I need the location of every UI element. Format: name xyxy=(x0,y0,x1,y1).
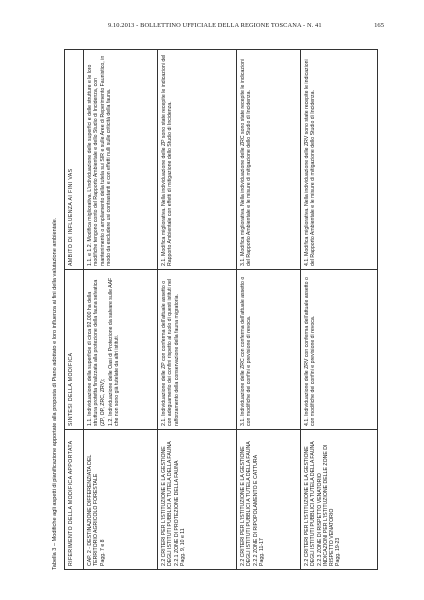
cell-sintesi xyxy=(301,270,378,430)
cell-sintesi xyxy=(237,270,301,430)
table-header-row xyxy=(65,50,84,570)
sintesi-item: 2.1. Individuazione delle ZP con conferma dell'attuale assetto o con adeguamento dei confini rispetto al ruolo di questi istituti nel rafforzamento della conservazione della fauna migratoria. xyxy=(161,278,180,426)
cell-sintesi xyxy=(158,270,237,430)
page-header xyxy=(0,22,424,36)
rotated-content xyxy=(52,50,382,570)
column-header-ambito: AMBITO DI INFLUENZA AI FINI VAS xyxy=(65,50,84,270)
sintesi-item: 1.2. Individuazione delle Oasi di Protezione da salvare sulle AAF che non sono già tutelate da altri istituti. xyxy=(107,277,121,426)
bulletin-title: 9.10.2013 - BOLLETTINO UFFICIALE DELLA REGIONE TOSCANA - N. 41 xyxy=(108,22,322,29)
sintesi-item: 1.1. Individuazione della superficie di circa 92.000 ha della struttura protetta finalizzata alla protezione della fauna selvatica (ZP, OP, ZRC, ZRV); xyxy=(87,279,106,426)
table-row xyxy=(158,50,237,570)
cell-riferimento: 2.2 CRITERI PER L'ISTITUZIONE E LA GESTIONE DEGLI ISTITUTI PUBBLICI A TUTELA DELLA FAUNA 2.2.1 ZONE DI PROTEZIONE DELLA FAUNA Pagg. 9, 10 e 11 xyxy=(158,430,237,570)
column-header-sintesi: SINTESI DELLA MODIFICA xyxy=(65,270,84,430)
cell-sintesi xyxy=(84,270,158,430)
modifications-table xyxy=(64,49,378,570)
table-row xyxy=(237,50,301,570)
cell-ambito: 3.1. Modifica migliorativa. Nella individuazione delle ZRC sono state recepite le indicazioni del Rapporto Ambientale e le misure di mitigazione dello Studio di Incidenza. xyxy=(237,50,301,270)
cell-ambito: 4.1. Modifica migliorativa. Nella individuazione delle ZRV sono state recepite le indicazioni del Rapporto Ambientale e le misure di mitigazione dello Studio di Incidenza. xyxy=(301,50,378,270)
table-caption: Tabella 3 – Modifiche agli aspetti di pianificazione apportate alla proposta di Piano adottato e loro influenza ai fini della valutazione ambientale. xyxy=(52,217,58,570)
sintesi-item: 3.1. Individuazione delle ZRC con conferma dell'attuale assetto o con modifiche dei confini e previsione di revoca. xyxy=(240,276,253,426)
column-header-riferimento: RIFERIMENTO DELLA MODIFICA APPORTATA xyxy=(65,430,84,570)
sintesi-item: 4.1. Individuazione delle ZRV con conferma dell'attuale assetto o con modifiche dei confini e previsione di revoca. xyxy=(304,277,317,426)
cell-ambito: 1.1. e 1.2. Modifica migliorativa. L'individuazione delle superfici e delle strutture e le loro modifiche tengono conto del Rapporto Ambientale e dello Studio di Incidenza, con mantenimento o ampliamento della tutela sui SIR e sulle Aree di Reperimento Faunistico, in modo da escludere usi contrastanti e con effetti nulli sulle criticità della fauna. xyxy=(84,50,158,270)
table-row xyxy=(84,50,158,570)
page-number: 165 xyxy=(374,22,384,29)
cell-riferimento: CAP. 2 - DESTINAZIONE DIFFERENZIATA DEL TERRITORIO AGRICOLO FORESTALE Pagg. 7 e 8 xyxy=(84,430,158,570)
cell-riferimento: 2.2 CRITERI PER L'ISTITUZIONE E LA GESTIONE DEGLI ISTITUTI PUBBLICI A TUTELA DELLA FAUNA 2.2.3 ZONE DI RISPETTO VENATORIO INDICAZIONI PER L'ISTITUZIONE DELLE ZONE DI RISPETTO VENATORIO Pagg. 19-23 xyxy=(301,430,378,570)
cell-riferimento: 2.2 CRITERI PER L'ISTITUZIONE E LA GESTIONE DEGLI ISTITUTI PUBBLICI A TUTELA DELLA FAUNA 2.2.2 ZONE DI RIPOPOLAMENTO E CATTURA Pagg. 11-17 xyxy=(237,430,301,570)
table-row xyxy=(301,50,378,570)
cell-ambito: 2.1. Modifica migliorativa. Nella individuazione delle ZP sono state recepite le indicazioni del Rapporto Ambientale con effetti di mitigazione dello Studio di Incidenza. xyxy=(158,50,237,270)
